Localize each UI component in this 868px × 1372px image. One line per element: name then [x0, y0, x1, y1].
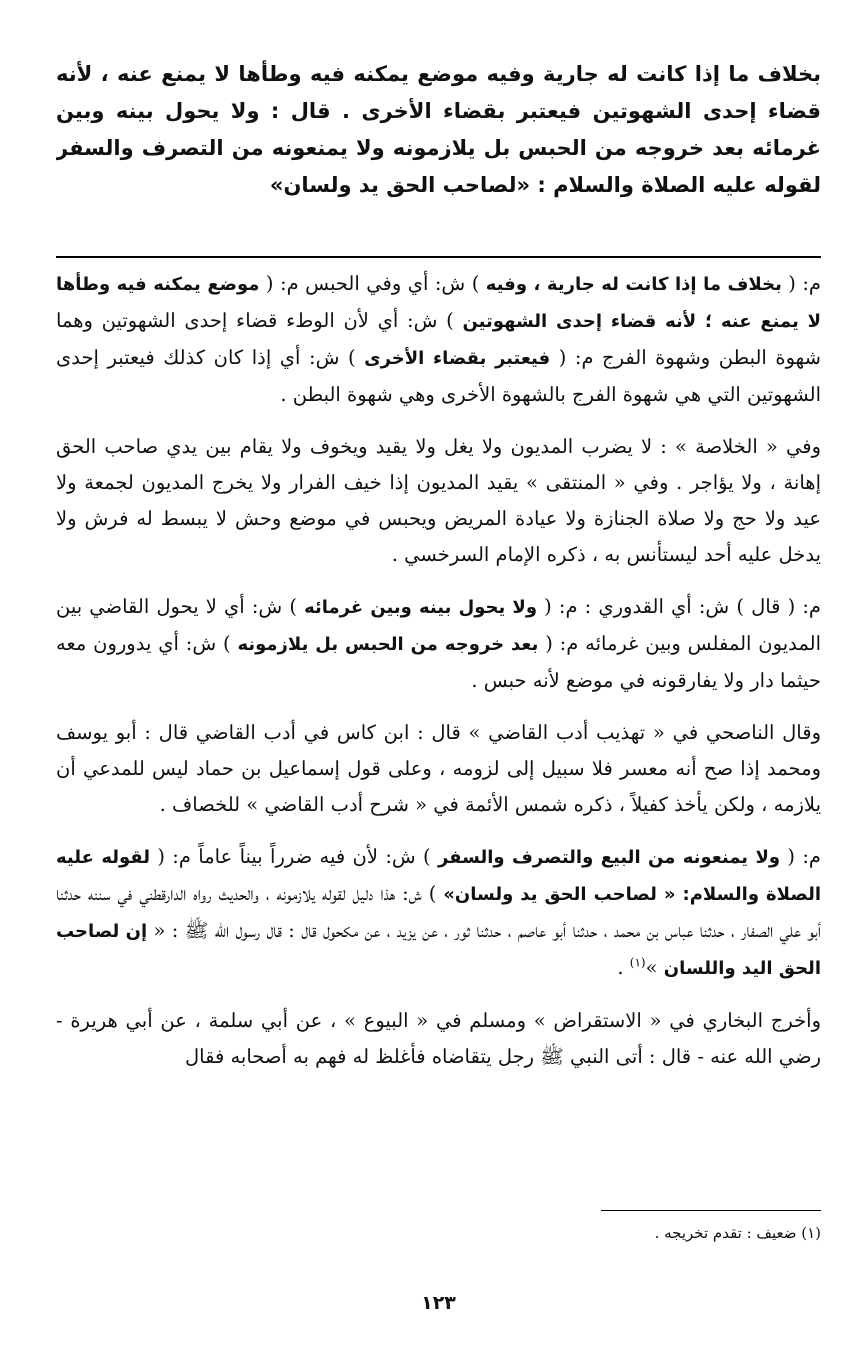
commentary-text: م: ( [780, 845, 821, 868]
main-text: بخلاف ما إذا كانت له جارية وفيه موضع يمكنه فيه وطأها لا يمنع عنه ، لأنه قضاء إحدى الشهوتين فيعتبر بقضاء الأخرى . قال : ولا يحول بينه وبين غرمائه بعد خروجه من الحبس بل يلازمونه ولا يمنعونه من التصرف والسفر لقوله عليه الصلاة والسلام : «لصاحب الحق يد ولسان» [56, 62, 821, 197]
commentary-text: ) ش: أي لأن الوطء قضاء إحدى الشهوتين وهما شهوة البطن وشهوة الفرج م: ( [56, 309, 821, 369]
commentary [56, 266, 821, 1075]
commentary-text: وقال الناصحي في « تهذيب أدب القاضي » قال : ابن كاس في أدب القاضي قال : أبو يوسف ومحمد إذا صح أنه معسر فلا سبيل إلى لزومه ، وعلى قول إسماعيل بن حماد ليس للمدعي أن يلازمه ، ولكن يأخذ كفيلاً ، ذكره شمس الأئمة في « شرح أدب القاضي » للخصاف . [56, 721, 821, 816]
footnote: (١) ضعيف : تقدم تخريجه . [654, 1224, 821, 1242]
separator-rule [56, 256, 821, 258]
commentary-text: وأخرج البخاري في « الاستقراض » ومسلم في « البيوع » ، عن أبي سلمة ، عن أبي هريرة - رضي الله عنه - قال : أتى النبي ﷺ رجل يتقاضاه فأغلظ له فهم به أصحابه فقال [56, 1009, 821, 1068]
commentary-paragraph [56, 839, 821, 987]
commentary-paragraph [56, 589, 821, 699]
commentary-text: » [645, 956, 664, 979]
commentary-paragraph [56, 1003, 821, 1075]
quoted-matn-text: فيعتبر بقضاء الأخرى [364, 348, 551, 369]
commentary-text: ) ش: هذا دليل لقوله يلازمونه ، والحديث رواه الدارقطني في سننه حدثنا أبو علي الصفار ، حدثنا عباس بن محمد ، حدثنا أبو عاصم ، حدثنا ثور ، عن يزيد ، عن مكحول قال : قال رسول الله ﷺ : « [56, 882, 821, 942]
quoted-matn-text: ولا يحول بينه وبين غرمائه [304, 597, 538, 618]
commentary-paragraph [56, 429, 821, 573]
commentary-text: وفي « الخلاصة » : لا يضرب المديون ولا يغل ولا يقيد ويخوف ولا يقام بين يدي صاحب الحق إهانة ، ولا يؤاجر . وفي « المنتقى » يقيد المديون إذا خيف الفرار ولا يخرج المديون لجمعة ولا عيد ولا حج ولا صلاة الجنازة ولا عيادة المريض ويحبس في موضع وحش لا يبسط له فرش ولا يدخل عليه أحد ليستأنس به ، ذكره الإمام السرخسي . [56, 435, 821, 566]
page [56, 56, 821, 1346]
commentary-text: ) ش: أي وفي الحبس م: ( [259, 272, 486, 295]
commentary-text: . [617, 956, 630, 979]
commentary-text: م: ( [781, 272, 822, 295]
commentary-text: ) ش: أي إذا كان كذلك فيعتبر إحدى الشهوتين التي هي شهوة الفرج بالشهوة الأخرى وهي شهوة البطن . [56, 346, 821, 406]
page-number: ١٢٣ [421, 1292, 456, 1314]
commentary-text: ) ش: أي يدورون معه حيثما دار ولا يفارقونه في موضع لأنه حبس . [56, 632, 821, 692]
quoted-matn-text: لقوله عليه الصلاة والسلام: « لصاحب الحق يد ولسان» [56, 847, 821, 905]
quoted-matn-text: بخلاف ما إذا كانت له جارية ، وفيه [485, 274, 782, 295]
quoted-matn-text: ولا يمنعونه من البيع والتصرف والسفر [437, 847, 781, 868]
commentary-paragraph [56, 266, 821, 413]
commentary-paragraph [56, 715, 821, 823]
commentary-text: ) ش: أي لا يحول القاضي بين المديون المفلس وبين غرمائه م: ( [56, 595, 821, 655]
quoted-matn-text: بعد خروجه من الحبس بل يلازمونه [237, 634, 539, 655]
commentary-text: ) ش: لأن فيه ضرراً بيناً عاماً م: ( [150, 845, 438, 868]
quoted-matn-text: موضع يمكنه فيه وطأها لا يمنع عنه ؛ لأنه قضاء إحدى الشهوتين [56, 274, 821, 332]
commentary-text: م: ( قال ) ش: أي القدوري : م: ( [537, 595, 821, 618]
footnote-marker: (١) [629, 955, 646, 970]
quoted-matn-text: إن لصاحب الحق اليد واللسان [56, 921, 821, 979]
footnote-separator [601, 1210, 821, 1211]
